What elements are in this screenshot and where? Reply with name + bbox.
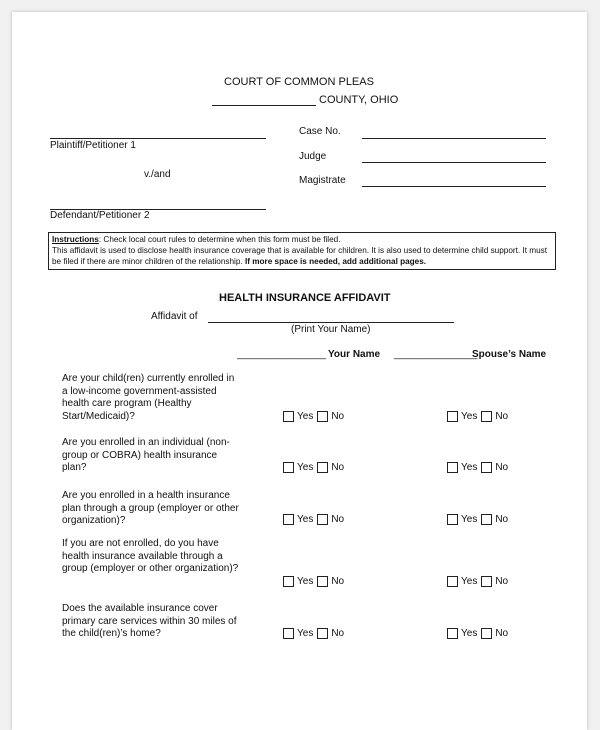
checkbox-icon bbox=[447, 411, 458, 422]
instructions-text-1: : Check local court rules to determine when this form must be filed. bbox=[98, 235, 341, 244]
q4-you-no-checkbox[interactable] bbox=[317, 576, 344, 587]
checkbox-icon bbox=[447, 628, 458, 639]
q4-spouse-no-checkbox[interactable] bbox=[481, 576, 508, 587]
no-label: No bbox=[495, 462, 509, 473]
q1-spouse-yes-checkbox[interactable] bbox=[447, 411, 477, 422]
yes-label: Yes bbox=[461, 462, 478, 473]
q1-you-options bbox=[283, 411, 348, 422]
yes-label: Yes bbox=[461, 411, 478, 422]
affidavit-title: HEALTH INSURANCE AFFIDAVIT bbox=[219, 292, 391, 304]
judge-line[interactable] bbox=[362, 162, 546, 163]
checkbox-icon bbox=[283, 462, 294, 473]
instructions-text-2: This affidavit is used to disclose health insurance coverage that is available for children. It is also used to determine child support. It must be filed if there are minor children of the relationship. bbox=[52, 246, 547, 266]
spouse-name-blank[interactable]: _______________ bbox=[394, 349, 478, 360]
q5-you-options bbox=[283, 628, 348, 639]
magistrate-line[interactable] bbox=[362, 186, 546, 187]
q4-you-yes-checkbox[interactable] bbox=[283, 576, 313, 587]
checkbox-icon bbox=[481, 514, 492, 525]
q1-you-no-checkbox[interactable] bbox=[317, 411, 344, 422]
yes-label: Yes bbox=[297, 462, 314, 473]
no-label: No bbox=[331, 462, 345, 473]
checkbox-icon bbox=[283, 576, 294, 587]
q4-spouse-yes-checkbox[interactable] bbox=[447, 576, 477, 587]
q1-spouse-options bbox=[447, 411, 512, 422]
q3-spouse-options bbox=[447, 514, 512, 525]
q3-you-options bbox=[283, 514, 348, 525]
q5-you-yes-checkbox[interactable] bbox=[283, 628, 313, 639]
no-label: No bbox=[495, 411, 509, 422]
case-no-line[interactable] bbox=[362, 138, 546, 139]
q5-spouse-options bbox=[447, 628, 512, 639]
affiant-name-line[interactable] bbox=[208, 322, 454, 323]
q2-you-yes-checkbox[interactable] bbox=[283, 462, 313, 473]
judge-label: Judge bbox=[299, 151, 327, 162]
case-no-label: Case No. bbox=[299, 126, 341, 137]
vs-label: v./and bbox=[144, 169, 171, 180]
yes-label: Yes bbox=[297, 411, 314, 422]
q2-spouse-no-checkbox[interactable] bbox=[481, 462, 508, 473]
q3-spouse-yes-checkbox[interactable] bbox=[447, 514, 477, 525]
defendant-label: Defendant/Petitioner 2 bbox=[50, 210, 150, 221]
affidavit-of-label: Affidavit of bbox=[151, 311, 198, 322]
checkbox-icon bbox=[481, 576, 492, 587]
q1-you-yes-checkbox[interactable] bbox=[283, 411, 313, 422]
no-label: No bbox=[331, 514, 345, 525]
q2-spouse-options bbox=[447, 462, 512, 473]
plaintiff-line[interactable] bbox=[50, 138, 266, 139]
checkbox-icon bbox=[283, 514, 294, 525]
checkbox-icon bbox=[447, 514, 458, 525]
question-4: If you are not enrolled, do you have health insurance available through a group (employer or other organization)? bbox=[62, 538, 239, 574]
no-label: No bbox=[495, 514, 509, 525]
q2-spouse-yes-checkbox[interactable] bbox=[447, 462, 477, 473]
county-label: COUNTY, OHIO bbox=[319, 94, 399, 106]
checkbox-icon bbox=[317, 514, 328, 525]
your-name-header: Your Name bbox=[328, 349, 381, 360]
checkbox-icon bbox=[283, 628, 294, 639]
q3-spouse-no-checkbox[interactable] bbox=[481, 514, 508, 525]
court-title: COURT OF COMMON PLEAS bbox=[224, 76, 374, 88]
checkbox-icon bbox=[317, 576, 328, 587]
q2-you-options bbox=[283, 462, 348, 473]
instructions-bold-tail: If more space is needed, add additional pages. bbox=[244, 257, 427, 266]
instructions-box bbox=[48, 232, 556, 270]
checkbox-icon bbox=[447, 462, 458, 473]
checkbox-icon bbox=[317, 462, 328, 473]
plaintiff-label: Plaintiff/Petitioner 1 bbox=[50, 140, 136, 151]
your-name-blank[interactable]: ________________ bbox=[237, 349, 326, 360]
no-label: No bbox=[331, 628, 345, 639]
magistrate-label: Magistrate bbox=[299, 175, 346, 186]
checkbox-icon bbox=[481, 462, 492, 473]
question-1: Are your child(ren) currently enrolled in a low-income government-assisted health care program (Healthy Start/Medicaid)? bbox=[62, 373, 235, 422]
q4-you-options bbox=[283, 576, 348, 587]
form-page bbox=[12, 12, 587, 730]
spouse-name-header: Spouse’s Name bbox=[472, 349, 547, 360]
question-5: Does the available insurance cover primary care services within 30 miles of the child(ren)’s home? bbox=[62, 603, 237, 639]
checkbox-icon bbox=[317, 628, 328, 639]
q3-you-no-checkbox[interactable] bbox=[317, 514, 344, 525]
yes-label: Yes bbox=[297, 628, 314, 639]
yes-label: Yes bbox=[461, 628, 478, 639]
yes-label: Yes bbox=[461, 514, 478, 525]
no-label: No bbox=[331, 411, 345, 422]
checkbox-icon bbox=[481, 411, 492, 422]
question-3: Are you enrolled in a health insurance plan through a group (employer or other organization)? bbox=[62, 490, 239, 526]
q1-spouse-no-checkbox[interactable] bbox=[481, 411, 508, 422]
print-name-label: (Print Your Name) bbox=[291, 324, 371, 335]
q3-you-yes-checkbox[interactable] bbox=[283, 514, 313, 525]
checkbox-icon bbox=[447, 576, 458, 587]
question-2: Are you enrolled in an individual (non-group or COBRA) health insurance plan? bbox=[62, 437, 230, 473]
checkbox-icon bbox=[317, 411, 328, 422]
q2-you-no-checkbox[interactable] bbox=[317, 462, 344, 473]
no-label: No bbox=[331, 576, 345, 587]
county-blank-line[interactable] bbox=[212, 105, 316, 106]
no-label: No bbox=[495, 628, 509, 639]
yes-label: Yes bbox=[297, 514, 314, 525]
no-label: No bbox=[495, 576, 509, 587]
checkbox-icon bbox=[481, 628, 492, 639]
q4-spouse-options bbox=[447, 576, 512, 587]
q5-you-no-checkbox[interactable] bbox=[317, 628, 344, 639]
q5-spouse-yes-checkbox[interactable] bbox=[447, 628, 477, 639]
yes-label: Yes bbox=[297, 576, 314, 587]
checkbox-icon bbox=[283, 411, 294, 422]
q5-spouse-no-checkbox[interactable] bbox=[481, 628, 508, 639]
yes-label: Yes bbox=[461, 576, 478, 587]
instructions-label: Instructions bbox=[52, 235, 99, 244]
